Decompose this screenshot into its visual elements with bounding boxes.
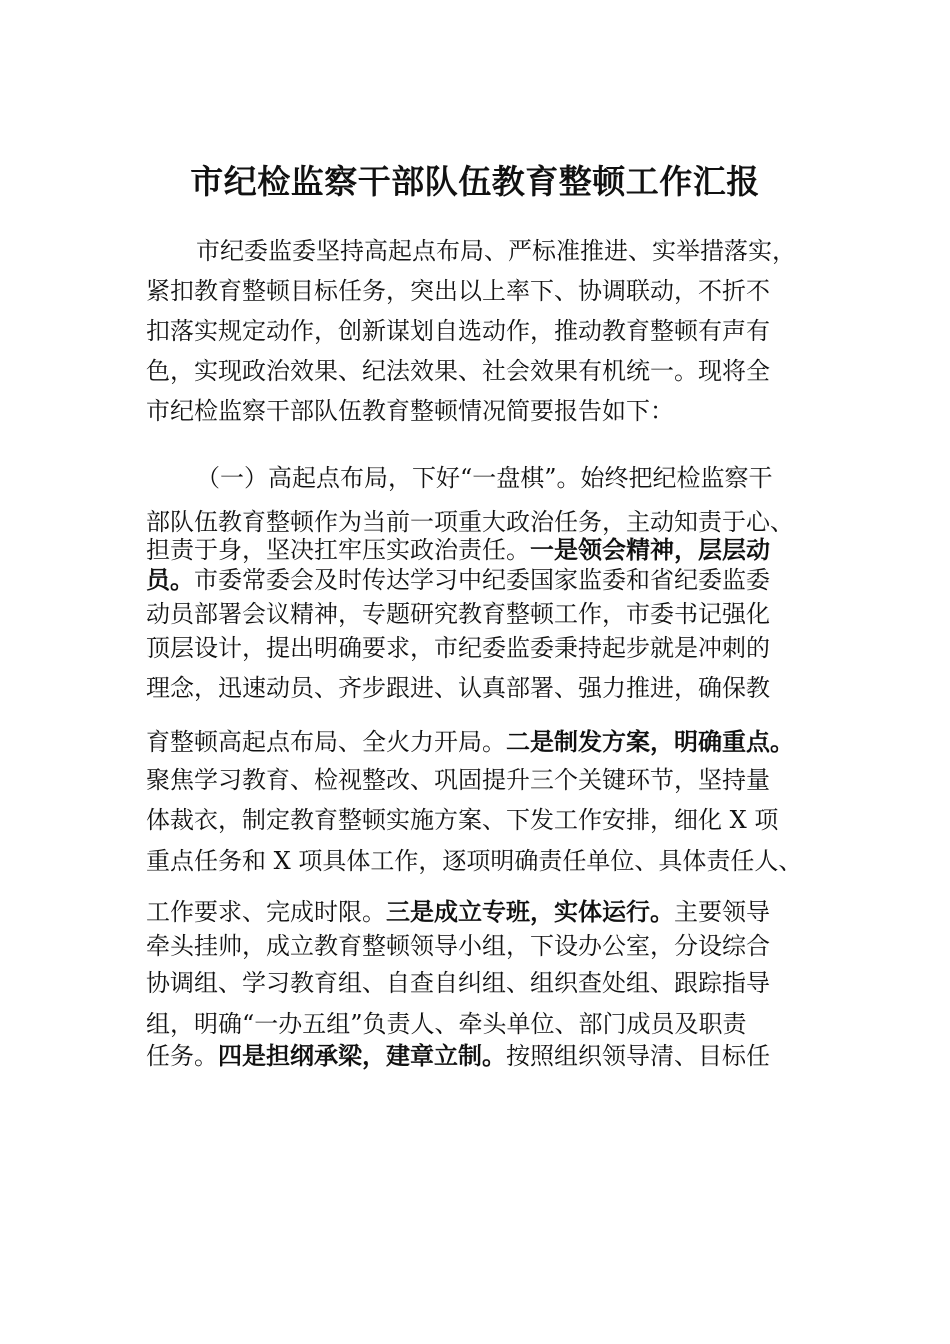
paragraph-line: 动员部署会议精神，专题研究教育整顿工作，市委书记强化	[146, 600, 770, 628]
section-heading-line: （一）高起点布局，下好“一盘棋”。始终把纪检监察干	[196, 464, 773, 492]
paragraph-line: 聚焦学习教育、检视整改、巩固提升三个关键环节，坚持量	[146, 766, 770, 794]
paragraph-line: 协调组、学习教育组、自查自纠组、组织查处组、跟踪指导	[146, 969, 770, 997]
paragraph-line	[146, 726, 794, 758]
paragraph-line	[146, 1040, 770, 1072]
line-text: 育整顿高起点布局、全火力开局。	[146, 728, 506, 756]
paragraph-line	[146, 564, 770, 596]
paragraph-line: 扣落实规定动作，创新谋划自选动作，推动教育整顿有声有	[146, 317, 770, 345]
bold-lead: 员。	[146, 566, 194, 594]
bold-lead: 四是担纲承梁，建章立制。	[218, 1042, 506, 1070]
paragraph-line	[146, 534, 770, 566]
line-text: 担责于身，坚决扛牢压实政治责任。	[146, 536, 530, 564]
paragraph-line: 顶层设计，提出明确要求，市纪委监委秉持起步就是冲刺的	[146, 634, 770, 662]
paragraph-line: 理念，迅速动员、齐步跟进、认真部署、强力推进，确保教	[146, 674, 770, 702]
line-text: 任务。	[146, 1042, 218, 1070]
bold-lead: 一是领会精神，层层动	[530, 536, 770, 564]
paragraph-line: 牵头挂帅，成立教育整顿领导小组，下设办公室，分设综合	[146, 932, 770, 960]
paragraph-line: 部队伍教育整顿作为当前一项重大政治任务，主动知责于心、	[146, 508, 794, 536]
paragraph-line: 色，实现政治效果、纪法效果、社会效果有机统一。现将全	[146, 357, 770, 385]
paragraph-line	[146, 896, 770, 928]
paragraph-line: 重点任务和 X 项具体工作，逐项明确责任单位、具体责任人、	[146, 847, 803, 875]
paragraph-line: 体裁衣，制定教育整顿实施方案、下发工作安排，细化 X 项	[146, 806, 779, 834]
line-text: 按照组织领导清、目标任	[506, 1042, 770, 1070]
bold-lead: 三是成立专班，实体运行。	[386, 898, 674, 926]
line-text: 市委常委会及时传达学习中纪委国家监委和省纪委监委	[194, 566, 770, 594]
line-text: 工作要求、完成时限。	[146, 898, 386, 926]
paragraph-line: 紧扣教育整顿目标任务，突出以上率下、协调联动，不折不	[146, 277, 770, 305]
paragraph-line: 市纪检监察干部队伍教育整顿情况简要报告如下：	[146, 397, 674, 425]
paragraph-line: 组，明确“一办五组”负责人、牵头单位、部门成员及职责	[146, 1010, 747, 1038]
bold-lead: 二是制发方案，明确重点。	[506, 728, 794, 756]
line-text: 主要领导	[674, 898, 770, 926]
paragraph-line: 市纪委监委坚持高起点布局、严标准推进、实举措落实，	[196, 237, 796, 265]
document-title: 市纪检监察干部队伍教育整顿工作汇报	[190, 162, 760, 201]
